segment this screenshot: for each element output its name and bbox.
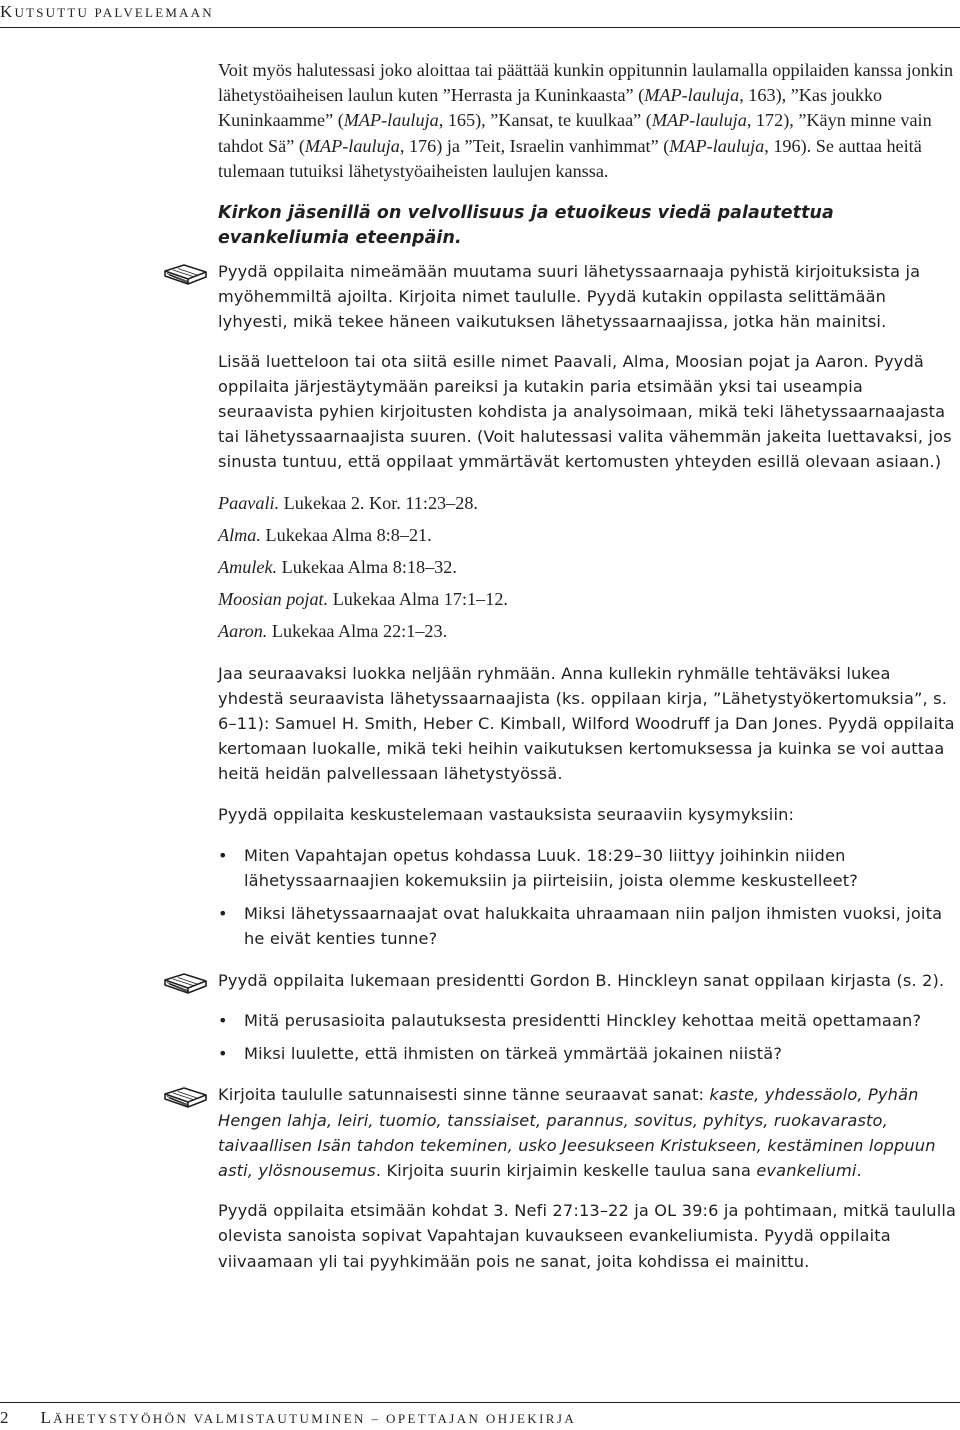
bullet-icon: • [218,845,228,865]
nephi-paragraph: Pyydä oppilaita etsimään kohdat 3. Nefi 27:13–22 ja OL 39:6 ja pohtimaan, mitkä taululla olevista sanoista sopivat Vapahtajan kuvaukseen evankeliumista. Pyydä oppilaita viivaamaan yli tai pyyhkimään pois ne sanat, joita kohdissa ei mainittu. [218,1201,957,1271]
bullet-icon: • [218,1010,228,1030]
page-number: 2 [0,1408,9,1427]
bullet-icon: • [218,904,228,924]
reference-item: Amulek. Lukekaa Alma 8:18–32. [218,557,457,578]
running-head [0,2,214,22]
intro-paragraph: Voit myös halutessasi joko aloittaa tai päättää kunkin oppitunnin laulamalla oppilaiden kanssa jonkin lähetystöaiheisen laulun kuten ”Herrasta ja Kuninkaasta” (MAP-lauluja, 163), ”Kas joukko Kuninkaamme” (MAP-lauluja, 165), ”Kansat, te kuulkaa” (MAP-lauluja, 172), ”Käyn minne vain tahdot Sä” (MAP-lauluja, 176) ja ”Teit, Israelin vanhimmat” (MAP-lauluja, 196). Se auttaa heitä tulemaan tutuiksi lähetystyöaiheisten laulujen kanssa. [218,60,954,181]
groups-paragraph: Jaa seuraavaksi luokka neljään ryhmään. Anna kullekin ryhmälle tehtäväksi lukea yhdestä seuraavista lähetyssaarnaajista (ks. oppilaan kirja, ”Lähetystyökertomuksia”, s. 6–11): Samuel H. Smith, Heber C. Kimball, Wilford Woodruff ja Dan Jones. Pyydä oppilaita kertomaan luokalle, mikä teki heihin vaikutuksen kertomuksessa ja kuinka se voi auttaa heitä heidän palvellessaan lähetystyössä. [218,663,955,784]
hinckley-paragraph: Pyydä oppilaita lukemaan presidentti Gordon B. Hinckleyn sanat oppilaan kirjasta (s. 2). [218,970,945,990]
reference-item: Paavali. Lukekaa 2. Kor. 11:23–28. [218,492,478,513]
missionaries-block [218,259,960,335]
bullet-icon: • [218,1044,228,1064]
footer-title: ÄHETYSTYÖHÖN VALMISTAUTUMINEN – OPETTAJAN OHJEKIRJA [53,1411,577,1426]
question-list [218,1008,960,1066]
list-item: • Mitä perusasioita palautuksesta presidentti Hinckley kehottaa meitä opettamaan? [218,1008,960,1033]
words-paragraph: Kirjoita taululle satunnaisesti sinne tänne seuraavat sanat: kaste, yhdessäolo, Pyhän Hengen lahja, leiri, tuomio, tanssiaiset, parannus, sovitus, pyhitys, ruokavarasto, taivaallisen Isän tahdon tekeminen, usko Jeesukseen Kristukseen, kestäminen loppuun asti, ylösnousemus. Kirjoita suurin kirjaimin keskelle taulua sana evankeliumi. [218,1085,936,1180]
names-paragraph: Lisää luetteloon tai ota siitä esille nimet Paavali, Alma, Moosian pojat ja Aaron. Pyydä oppilaita järjestäytymään pareiksi ja kutakin paria etsimään yksi tai useampia seuraavista pyhien kirjoitusten kohdista ja analysoimaan, mikä teki lähetyssaarnaajasta tai lähetyssaarnaajista suuren. (Voit halutessasi valita vähemmän jakeita luettavaksi, jos sinusta tuntuu, että oppilaat ymmärtävät kertomusten yhteyden esillä olevaan asiaan.) [218,351,952,472]
book-icon [162,1082,210,1114]
reference-list [218,491,960,645]
question-list [218,843,960,952]
discuss-paragraph: Pyydä oppilaita keskustelemaan vastauksista seuraaviin kysymyksiin: [218,804,795,824]
reference-item: Moosian pojat. Lukekaa Alma 17:1–12. [218,589,508,610]
book-icon [162,968,210,1000]
list-item: • Miksi luulette, että ihmisten on tärkeä ymmärtää jokainen niistä? [218,1041,960,1066]
list-item: • Miksi lähetyssaarnaajat ovat halukkaita uhraamaan niin paljon ihmisten vuoksi, joita he eivät kenties tunne? [218,901,960,951]
missionaries-paragraph: Pyydä oppilaita nimeämään muutama suuri lähetyssaarnaaja pyhistä kirjoituksista ja myöhemmiltä ajoilta. Kirjoita nimet taululle. Pyydä kutakin oppilasta selittämään lyhyesti, mikä tekee häneen vaikutuksen lähetyssaarnaajissa, jotka hän mainitsi. [218,262,921,332]
words-block [218,1082,960,1183]
list-item: • Miten Vapahtajan opetus kohdassa Luuk. 18:29–30 liittyy joihinkin niiden lähetyssaarnaajien kokemuksiin ja piirteisiin, joista olemme keskustelleet? [218,843,960,893]
footer-rule [0,1402,960,1403]
section-heading: Kirkon jäsenillä on velvollisuus ja etuoikeus viedä palautettua evankeliumia eteenpäin. [218,203,834,249]
main-content [218,58,960,1274]
running-head-initial: K [0,2,15,21]
reference-item: Alma. Lukekaa Alma 8:8–21. [218,524,432,545]
footer-title-initial: L [40,1408,54,1427]
book-icon [162,259,210,291]
page-footer [0,1408,576,1428]
reference-item: Aaron. Lukekaa Alma 22:1–23. [218,621,448,642]
header-rule [0,27,960,28]
running-head-text: UTSUTTU PALVELEMAAN [14,5,214,20]
hinckley-block [218,968,960,993]
